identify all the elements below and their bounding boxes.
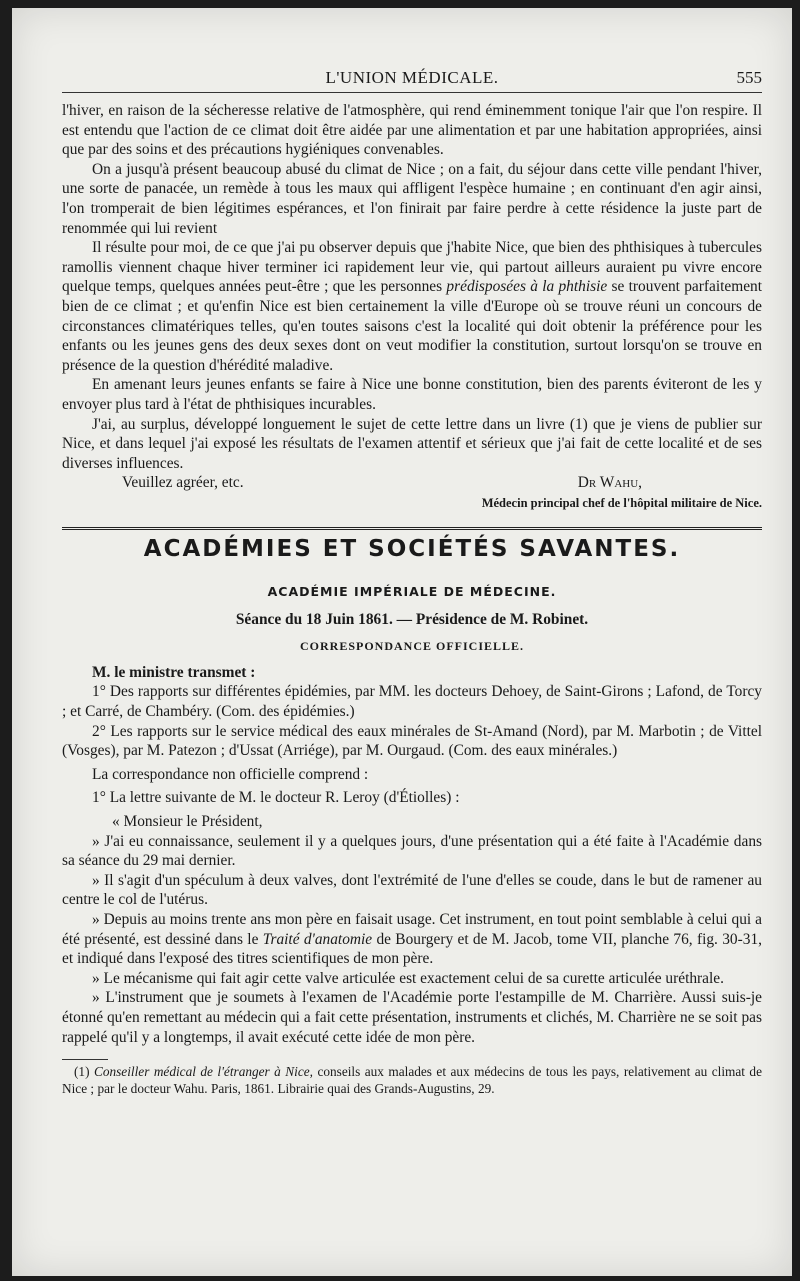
signature: Dr Wahu, (577, 474, 642, 492)
letter-intro: 1° La lettre suivante de M. le docteur R. Leroy (d'Étiolles) : (92, 789, 460, 807)
journal-page (12, 8, 792, 1276)
section-divider (62, 527, 762, 530)
report-item: 2° Les rapports sur le service médical des eaux minérales de St-Amand (Nord), par M. Marbotin ; de Vittel (Vosges), par M. Patezon ; d'Ussat (Arriége), par M. Ourgaud. (Com. des eaux minérales.) (62, 722, 762, 760)
quote-paragraph: » J'ai eu connaissance, seulement il y a quelques jours, d'une présentation qui a été faite à l'Académie dans sa séance du 29 mai dernier. (62, 832, 762, 870)
quote-paragraph: » L'instrument que je soumets à l'examen de l'Académie porte l'estampille de M. Charrière. Aussi suis-je étonné qu'en remettant au médecin qui a fait cette présentation, instruments et clichés, M. Charrière ne se soit pas rappelé qu'il y a longtemps, il avait exécuté cette idée de mon père. (62, 989, 762, 1046)
running-header (62, 66, 762, 93)
quote-salutation: « Monsieur le Président, (112, 813, 263, 830)
correspondence-heading: CORRESPONDANCE OFFICIELLE. (299, 639, 525, 654)
footnote-rule (62, 1059, 108, 1060)
academy-heading: ACADÉMIE IMPÉRIALE DE MÉDECINE. (267, 584, 557, 600)
page-number: 555 (736, 68, 762, 87)
closing-formula: Veuillez agréer, etc. (122, 474, 244, 492)
journal-title: L'UNION MÉDICALE. (325, 68, 499, 87)
letter-paragraph: On a jusqu'à présent beaucoup abusé du climat de Nice ; on a fait, du séjour dans cette ville pendant l'hiver, une sorte de panacée, un remède à tous les maux qui affligent l'espèce humaine ; en continuant d'en agir ainsi, l'on tromperait de bien légitimes espérances, et l'on finirait par faire perdre à cette résidence la juste part de renommée qui lui revient (62, 160, 762, 237)
letter-paragraph: En amenant leurs jeunes enfants se faire à Nice une bonne constitution, bien des parents éviteront de les y envoyer plus tard à l'état de phthisiques incurables. (62, 376, 762, 413)
letter-paragraph: J'ai, au surplus, développé longuement le sujet de cette lettre dans un livre (1) que je viens de publier sur Nice, et dans lequel j'ai exposé les résultats de l'examen attentif et sérieux que j'ai fait de cette localité et de ses diverses influences. (62, 415, 762, 472)
report-item: 1° Des rapports sur différentes épidémies, par MM. les docteurs Dehoey, de Saint-Girons ; Lafond, de Torcy ; et Carré, de Chambéry. (Com. des épidémies.) (62, 683, 762, 721)
closing-line (62, 473, 762, 493)
minister-line: M. le ministre transmet : (92, 663, 256, 681)
letter-paragraph: Il résulte pour moi, de ce que j'ai pu observer depuis que j'habite Nice, que bien des phthisiques à tubercules ramollis viennent chaque hiver terminer ici rapidement leur vie, qui partout ailleurs auraient pu vivre encore quelque temps, quelques années peut-être ; que les personnes prédisposées à la phthisie se trouvent parfaitement bien de ce climat ; et qu'enfin Nice est bien certainement la ville d'Europe où se trouve réuni un concours de circonstances climatériques telles, qu'en toutes saisons c'est la localité qui doit obtenir la préférence pour les enfants ou les jeunes gens des deux sexes dont on veut modifier la constitution, surtout lorsqu'on se trouve en présence de la question d'hérédité maladive. (62, 239, 763, 374)
session-line: Séance du 18 Juin 1861. — Présidence de M. Robinet. (235, 610, 589, 628)
unofficial-line: La correspondance non officielle comprend : (92, 765, 369, 783)
quote-paragraph: » Depuis au moins trente ans mon père en faisait usage. Cet instrument, en tout point semblable à celui qui a été présenté, est dessiné dans le Traité d'anatomie de Bourgery et de M. Jacob, tome VII, planche 76, fig. 30-31, et indiqué dans l'exposé des titres scientifiques de mon père. (62, 910, 762, 968)
quote-paragraph: » Le mécanisme qui fait agir cette valve articulée est exactement celui de sa curette articulée uréthrale. (92, 969, 724, 987)
page-content (62, 66, 762, 1097)
section-heading: ACADÉMIES ET SOCIÉTÉS SAVANTES. (143, 536, 681, 563)
signature-title: Médecin principal chef de l'hôpital militaire de Nice. (481, 495, 762, 510)
letter-paragraph: l'hiver, en raison de la sécheresse relative de l'atmosphère, qui rend éminemment tonique l'air que l'on respire. Il est entendu que l'action de ce climat doit être aidée par une alimentation et par une habitation appropriées, ainsi que par des soins et des précautions hygiéniques convenables. (62, 102, 762, 159)
footnote: (1) Conseiller médical de l'étranger à Nice, conseils aux malades et aux médecins de tous les pays, relativement au climat de Nice ; par le docteur Wahu. Paris, 1861. Librairie quai des Grands-Augustins, 29. (62, 1064, 762, 1096)
quote-paragraph: » Il s'agit d'un spéculum à deux valves, dont l'extrémité de l'une d'elles se coude, dans le but de ramener au centre le col de l'utérus. (62, 871, 762, 909)
